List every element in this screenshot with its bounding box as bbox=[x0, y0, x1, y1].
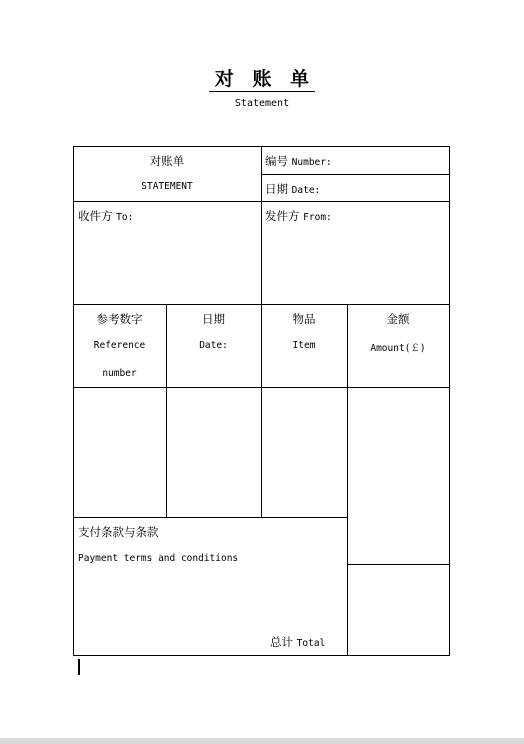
document-title: 对 账 单 bbox=[0, 64, 524, 91]
statement-label-cn: 对账单 bbox=[149, 154, 185, 168]
ref-column-header-cn: 参考数字 bbox=[96, 312, 143, 326]
form-border-right bbox=[449, 146, 450, 656]
amount-column-header-en: Amount(￡) bbox=[370, 343, 426, 354]
ref-column-header-en: Reference bbox=[93, 340, 146, 351]
page-bottom-edge bbox=[0, 738, 524, 744]
number-label-cn: 编号 bbox=[265, 154, 288, 168]
item-column-header-cn: 物品 bbox=[292, 312, 316, 326]
text-cursor bbox=[78, 659, 80, 675]
form-border-bottom bbox=[73, 655, 450, 656]
form-divider bbox=[261, 304, 262, 518]
payment-terms-label-cn: 支付条款与条款 bbox=[78, 525, 159, 539]
form-divider bbox=[261, 146, 262, 305]
number-field-label[interactable] bbox=[265, 153, 332, 169]
form-divider bbox=[73, 517, 348, 518]
amount-column-header-cn: 金额 bbox=[386, 312, 410, 326]
date-column-header-en: Date: bbox=[199, 340, 228, 351]
form-divider bbox=[261, 174, 450, 175]
date-column-header-cn: 日期 bbox=[202, 312, 225, 326]
date-label-en: Date: bbox=[291, 185, 321, 196]
sender-field-label[interactable] bbox=[265, 208, 332, 224]
form-border-left bbox=[73, 146, 74, 656]
number-label-en: Number: bbox=[291, 157, 332, 168]
recipient-label-cn: 收件方 bbox=[78, 209, 113, 223]
payment-terms-label-en: Payment terms and conditions bbox=[78, 553, 239, 564]
total-label bbox=[270, 634, 325, 650]
item-column-header-en: Item bbox=[292, 340, 316, 351]
form-divider bbox=[347, 304, 348, 656]
form-divider bbox=[166, 304, 167, 518]
ref-column-header-en-line2: number bbox=[102, 368, 137, 379]
form-divider bbox=[347, 564, 450, 565]
sender-label-cn: 发件方 bbox=[265, 209, 300, 223]
date-field-label[interactable] bbox=[265, 181, 320, 197]
total-label-en: Total bbox=[296, 638, 326, 649]
recipient-field-label[interactable] bbox=[78, 208, 133, 224]
total-label-cn: 总计 bbox=[270, 635, 293, 649]
document-subtitle: Statement bbox=[234, 98, 290, 109]
sender-label-en: From: bbox=[303, 212, 332, 223]
date-label-cn: 日期 bbox=[265, 182, 288, 196]
recipient-label-en: To: bbox=[116, 212, 134, 223]
statement-label-en: STATEMENT bbox=[141, 181, 193, 192]
